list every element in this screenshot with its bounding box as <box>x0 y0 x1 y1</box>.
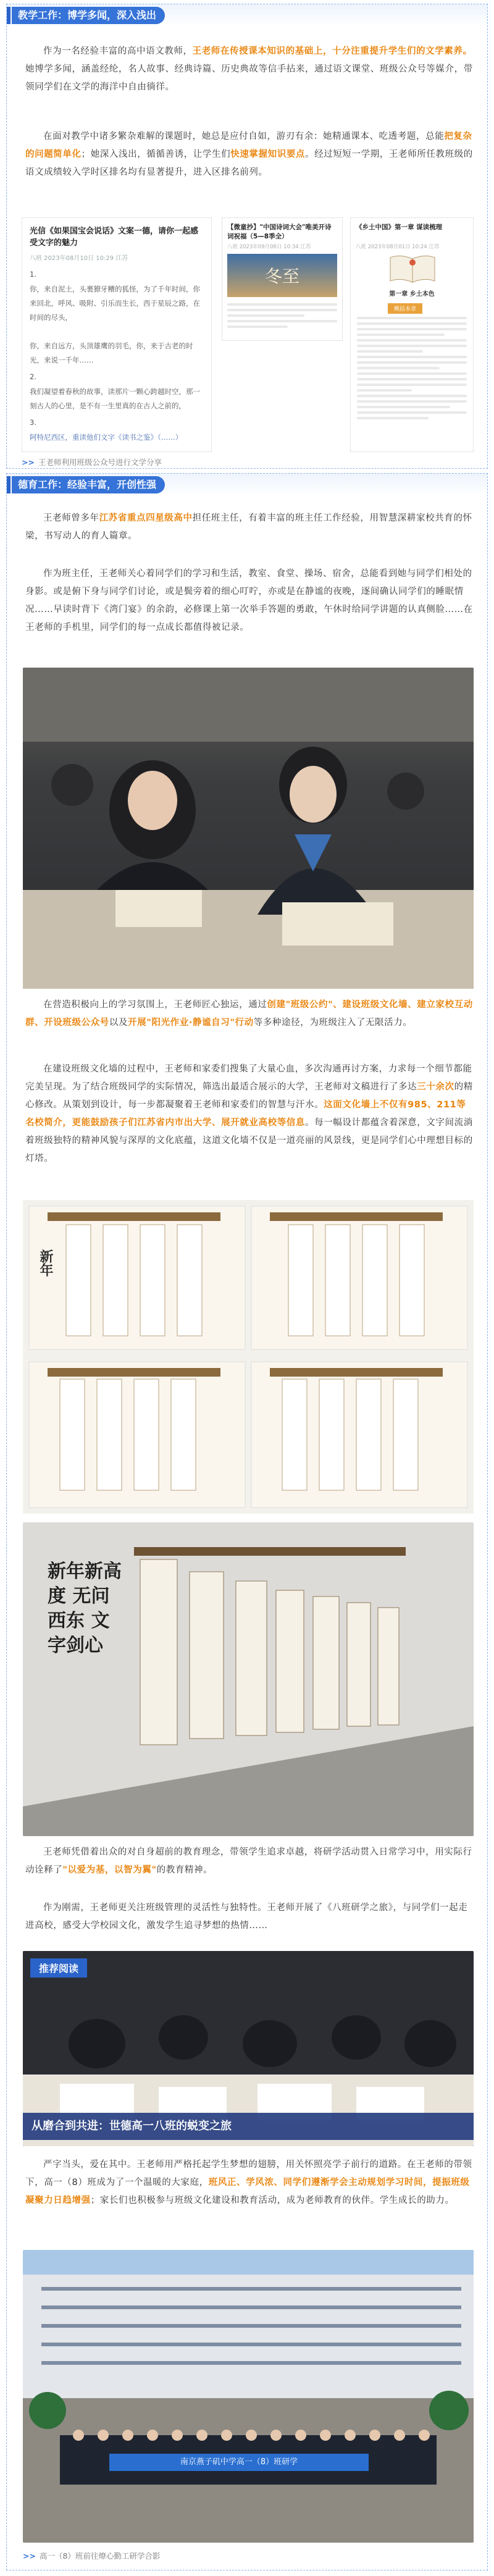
body-text: 作为刚需，王老师更关注班级管理的灵活性与独特性。王老师开展了《八班研学之旅》，与同学们一起走进高校，感受大学校园文化，激发学生追寻梦想的热情…… <box>25 1903 468 1931</box>
caption-marker-icon: >> <box>23 2551 36 2561</box>
article-preview-card[interactable] <box>22 217 212 452</box>
classroom-photo-art <box>23 668 474 989</box>
highlight-text: 创建"班级公约"、建设班级文化墙、建立家校互动群、开设班级公众号 <box>25 1000 473 1028</box>
caption-text: 高一（8）班前往燎心勤工研学合影 <box>39 2551 161 2561</box>
class-building-paragraph <box>25 996 475 1032</box>
card-title: 【微童抄】"中国诗词大会"唯美开诗词祝福（5—8季全） <box>227 224 332 240</box>
card-banner-text: 冬至 <box>264 266 299 287</box>
culture-wall-paragraph <box>25 1060 475 1168</box>
article-footer-link[interactable]: 阿特尼西区，重读他们文字《读书之鉴》（……） <box>30 433 183 442</box>
body-text: 她博学多闻，涵盖经纶，名人故事、经典诗篇、历史典故等信手拈来，通过语文课堂、班级公众号等媒介，带领同学们在文学的海洋中自由徜徉。 <box>25 64 473 92</box>
highlight-text: 把复杂的问题简单化 <box>25 132 472 159</box>
article-card-reading[interactable] <box>350 217 474 452</box>
visit-paragraph <box>25 1844 475 1879</box>
body-text: 的教育精神。 <box>156 1865 213 1875</box>
body-text: 王老师凭借着出众的对自身超前的教育理念，带领学生追求卓越，将研学活动贯入日常学习中，用实际行动诠释了 <box>25 1847 472 1875</box>
body-text: 。每一幅设计都蕴含着深意，文字间流淌着班级独特的精神风貌与深厚的文化底蕴，这道文化墙不仅是一道亮丽的风景线，更是同学们心中理想目标的灯塔。 <box>25 1118 473 1164</box>
highlight-text: 班风正、学风浓、同学们遵渐学会主动规划学习时间，提振班级凝聚力日趋增强 <box>25 2178 470 2205</box>
highlight-text: 三十余次 <box>417 1082 454 1092</box>
article-line: 1. <box>30 270 36 279</box>
recommend-reading-label: 推荐阅读 <box>30 1958 87 1978</box>
card-meta: 八班 2023年08月01日 10:24 江苏 <box>356 244 440 250</box>
body-text: ；她深入浅出，循循善诱，让学生们 <box>81 149 231 159</box>
section-header <box>7 474 487 496</box>
group-photo-banner: 南京燕子矶中学高一（8）班研学 <box>109 2454 369 2471</box>
section-title-text: 教学工作：博学多闻，深入浅出 <box>12 7 165 24</box>
body-text: 。经过短短一学期，王老师所任教班级的语文成绩较入学时区排名均有显著提升，进入区排名前列。 <box>25 149 473 177</box>
article-line: 3. <box>30 418 36 427</box>
teaching-section <box>6 4 488 469</box>
image-caption <box>23 2550 160 2561</box>
wall-header-text: 新年 <box>38 1249 54 1277</box>
body-text: 严字当头，爱在其中。王老师用严格托起学生梦想的翅膀，用关怀照亮学子前行的道路。在王老师的带领下，高一（8）班成为了一个温暖的大家庭， <box>25 2160 472 2188</box>
body-text: ；家长们也积极参与班级文化建设和教育活动，成为老师教育的伙伴。学生成长的助力。 <box>90 2196 454 2205</box>
article-meta: 八班 2023年08月10日 10:29 江苏 <box>30 255 128 262</box>
body-text: 以及 <box>109 1018 128 1028</box>
caption-marker-icon: >> <box>22 457 35 467</box>
article-title: 光信《如果国宝会说话》文案一德，请你一起感受文字的魅力 <box>30 227 199 248</box>
body-text: 作为一名经验丰富的高中语文教师， <box>43 46 193 56</box>
body-text: 担任班主任，有着丰富的班主任工作经验，用智慧深耕家校共育的怀梁，书写动人的育人篇章。 <box>25 513 472 541</box>
body-text: 在面对教学中诸多繁杂难解的课题时，她总是应付自如，游刃有余：她精通课本、吃透考题，总能 <box>43 132 445 141</box>
tour-paragraph <box>25 1899 475 1935</box>
recommend-reading-banner: 从磨合到共进：世德高一八班的蜕变之旅 <box>23 2113 474 2140</box>
care-paragraph <box>25 565 475 637</box>
teaching-paragraph-1 <box>25 43 475 96</box>
body-text: 在建设班级文化墙的过程中，王老师和家委们搜集了大量心血，多次沟通再讨方案，力求每一个细节都能完美呈现。为了结合班级同学的实际情况，筛选出最适合展示的大学，王老师对文稿进行了多达 <box>25 1064 472 1092</box>
group-photo-art <box>23 2250 474 2543</box>
card-chapter-heading: 第一章 乡土本色 <box>389 291 435 298</box>
recommend-reading-card[interactable] <box>23 1951 474 2146</box>
wall-photo-calligraphy: 新年新高度 无问西东 文字剑心 <box>48 1561 122 1656</box>
section-title-bar <box>7 476 10 493</box>
card-title: 《乡土中国》第一章 谋读梳理 <box>356 224 443 231</box>
image-caption <box>22 456 162 468</box>
teaching-paragraph-2 <box>25 128 475 182</box>
article-line: 我们凝望着春秋的故事，读那片一颗心跨越时空，那一刻古人的心里，是不有一生里真的在古人之前的， <box>30 387 200 410</box>
body-text: 王老师曾多年 <box>43 513 99 523</box>
card-text-lines <box>227 303 337 331</box>
article-line: 你，来自远方，头顶雄鹰的羽毛，你，来于古老的时光，来说一千年…… <box>30 342 193 364</box>
article-card-poetry[interactable] <box>222 217 343 341</box>
body-text: 的精心修改。从策划到设计，每一步都凝聚着王老师和家委们的智慧与汗水。 <box>25 1082 473 1110</box>
card-banner-image <box>227 254 337 297</box>
article-line: 你，来自泥土，头裹獠牙糟的狐怪，为了千年时间，你来回北，呼风、吸附、引乐而生长，西于星辰之路，在时间的尽头， <box>30 285 200 322</box>
section-title-text: 德育工作：经验丰富，开创性强 <box>12 476 165 493</box>
highlight-text: 王老师在传授课本知识的基础上，十分注重提升学生们的文学素养。 <box>192 46 472 56</box>
highlight-text: 江苏省重点四星级高中 <box>99 513 193 523</box>
card-text-lines <box>357 317 467 422</box>
culture-wall-design-collage <box>23 1200 474 1514</box>
body-text: 作为班主任，王老师关心着同学们的学习和生活，教室、食堂、操场、宿舍，总能看到她与同学们相处的身影。或是俯下身与同学们讨论，或是鬓旁着的细心叮咛，亦或是在静谧的夜晚，逐间确认同学们的睡眠情况……早读时背下《湾门宴》的余韵，必修课上第一次举手答题的勇敢，午休时给同学讲题的认真侧脸……在王老师的手机里，同学们的每一点成长都值得被记录。 <box>25 569 473 632</box>
highlight-text: 快速掌握知识要点 <box>230 149 306 159</box>
highlight-text: "以爱为基，以智为翼" <box>62 1865 157 1875</box>
section-title <box>7 476 165 493</box>
intro-paragraph <box>25 510 475 545</box>
class-group-photo <box>23 2250 474 2543</box>
classroom-dinner-photo <box>23 668 474 989</box>
card-meta: 八班 2023年09月06日 10:34 江苏 <box>227 244 311 250</box>
card-section-tag: 概括本章 <box>388 303 422 314</box>
body-text: 在营造积极向上的学习氛围上，王老师匠心独运，通过 <box>43 1000 267 1010</box>
book-illustration <box>388 253 437 285</box>
moral-education-section <box>6 473 488 2570</box>
section-title-bar <box>7 7 10 24</box>
highlight-text: 开展"阳光作业·静谧自习"行动 <box>128 1018 254 1028</box>
wall-design-art <box>23 1200 474 1514</box>
caption-text: 王老师利用班级公众号进行文学分享 <box>38 458 162 467</box>
article-line: 2. <box>30 372 36 381</box>
body-text: 等多种途径，为班级注入了无限活力。 <box>253 1018 412 1028</box>
section-title <box>7 7 165 24</box>
highlight-text: 这面文化墙上不仅有985、211等名校简介，更能鼓励孩子们江苏省内市出大学、展开就业高校等信息 <box>25 1100 466 1128</box>
closing-paragraph <box>25 2156 475 2210</box>
section-header <box>7 4 487 27</box>
culture-wall-photo <box>23 1522 474 1836</box>
